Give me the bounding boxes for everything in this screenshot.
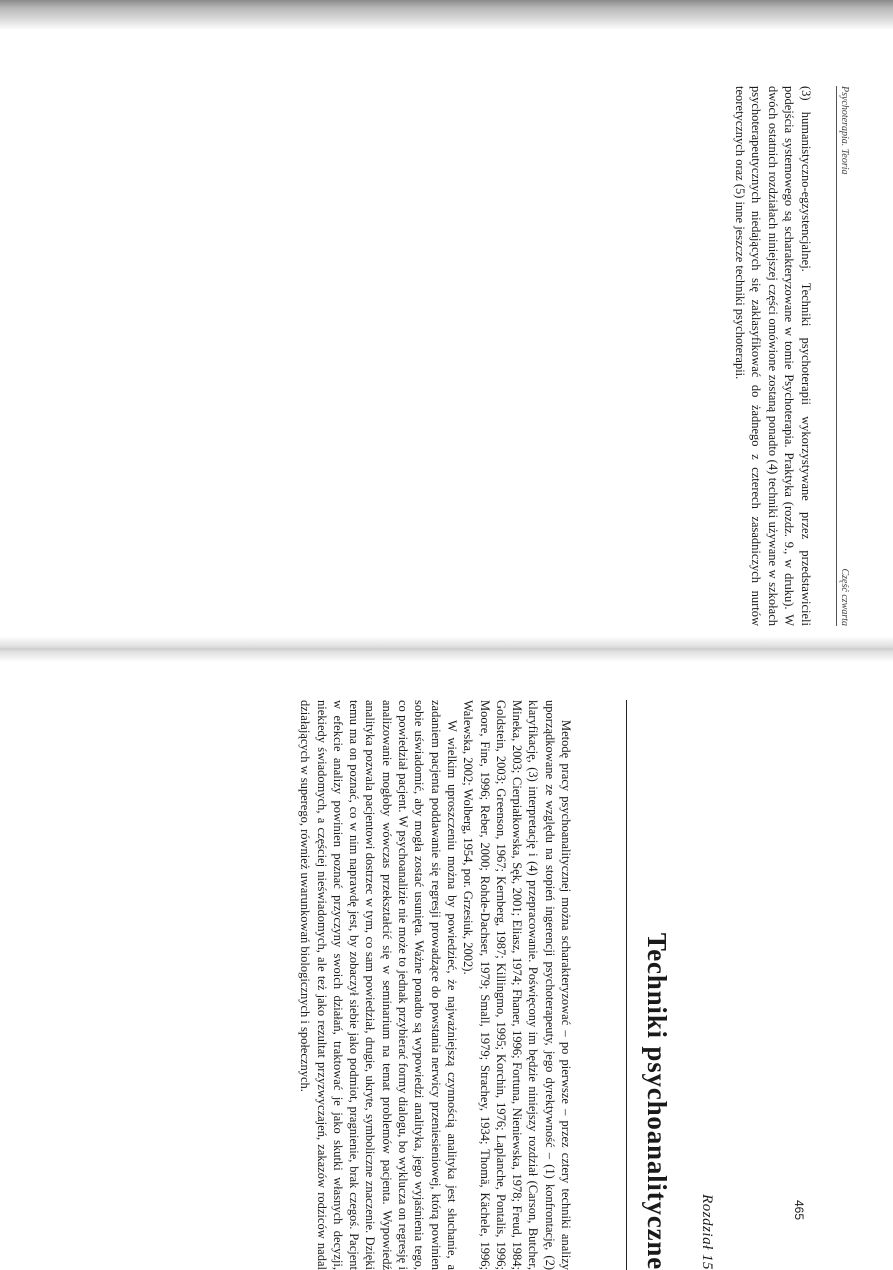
chapter-title: Techniki psychoanalityczne bbox=[642, 932, 672, 1270]
page-number: 465 bbox=[792, 1199, 806, 1221]
running-head-right: Część czwarta bbox=[839, 568, 850, 626]
running-head-left: Psychoterapia. Teoria bbox=[839, 86, 850, 175]
previous-page-text: (3) humanistyczno-egzystencjalnej. Techniki psychoterapii wykorzystywane przez przedstawicieli podejścia systemowego są scharakteryzowane w tomie Psychoterapia. Praktyka (rozdz. 9., w druku). W dwóch ostatnich rozdziałach niniejszej części omówione zostaną ponadto (4) techniki używane w szkołach psychoterapeutycznych niedających się zaklasyfikować do żadnego z czterech zasadniczych nurtów teoretycznych oraz (5) inne jeszcze techniki psychoterapii. bbox=[733, 86, 813, 626]
chapter-page-column bbox=[297, 700, 715, 1270]
chapter-label: Rozdział 15 bbox=[699, 1194, 715, 1270]
paragraph-2: W wielkim uproszczeniu można by powiedzieć, że najważniejszą czynnością analityka jest słuchanie, a zadaniem pacjenta poddawanie się regresji prowadzące do powstania nerwicy przeniesieniowej, którą powinien sobie uświadomić, aby mogła zostać usunięta. Ważne ponadto są wypowiedzi analityka, jego wyjaśnienia tego, co powiedział pacjent. W psychoanalizie nie może to jednak przybierać formy dialogu, bo wyklucza on regresję i analizowanie mogłoby wówczas przekształcić się w seminarium na temat problemów pacjenta. Wypowiedź analityka pozwala pacjentowi dostrzec w tym, co sam powiedział, drugie, ukryte, symboliczne znaczenie. Dzięki temu ma on poznać, co w nim naprawdę jest, by zobaczył siebie jako podmiot, pragnienie, brak czegoś. Pacjent w efekcie analizy powinien poznać przyczyny swoich działań, traktować je jako skutki własnych decyzji, niekiedy świadomych, a częściej nieświadomych, ale też jako rezultat przyzwyczajeń, zakazów rodziców nadal działających w superego, również uwarunkowań biologicznych i społecznych. bbox=[298, 700, 459, 1270]
chapter-body bbox=[297, 700, 574, 1270]
paragraph-1: Metodę pracy psychoanalitycznej można scharakteryzować – po pierwsze – przez cztery techniki analizy uporządkowane ze względu na stopień ingerencji psychoterapeuty, jego dyrektywność – (1) konfrontację, (2) klaryfikację, (3) interpretację i (4) przepracowanie. Poświęcony im będzie niniejszy rozdział (Carson, Butcher, Mineka, 2003; Cierpiałkowska, Sęk, 2001; Eliasz, 1974; Fhaner, 1996; Fortuna, Nieniewska, 1978; Freud, 1984; Goldstein, 2003; Greenson, 1967; Kernberg, 1987; Killingmo, 1995; Korchin, 1976; Laplanche, Pontalis, 1996; Moore, Fine, 1996; Reber, 2000; Rohde-Dachser, 1979; Small, 1979; Strachey, 1934; Thomä, Kächele, 1996; Walewska, 2002; Wolberg, 1954, por. Grzesiuk, 2002). bbox=[461, 700, 573, 1270]
scan-edge-shadow bbox=[0, 0, 893, 30]
running-head bbox=[836, 86, 850, 626]
page-fold bbox=[0, 636, 893, 662]
title-rule bbox=[626, 700, 627, 1270]
previous-page-column bbox=[732, 86, 851, 626]
